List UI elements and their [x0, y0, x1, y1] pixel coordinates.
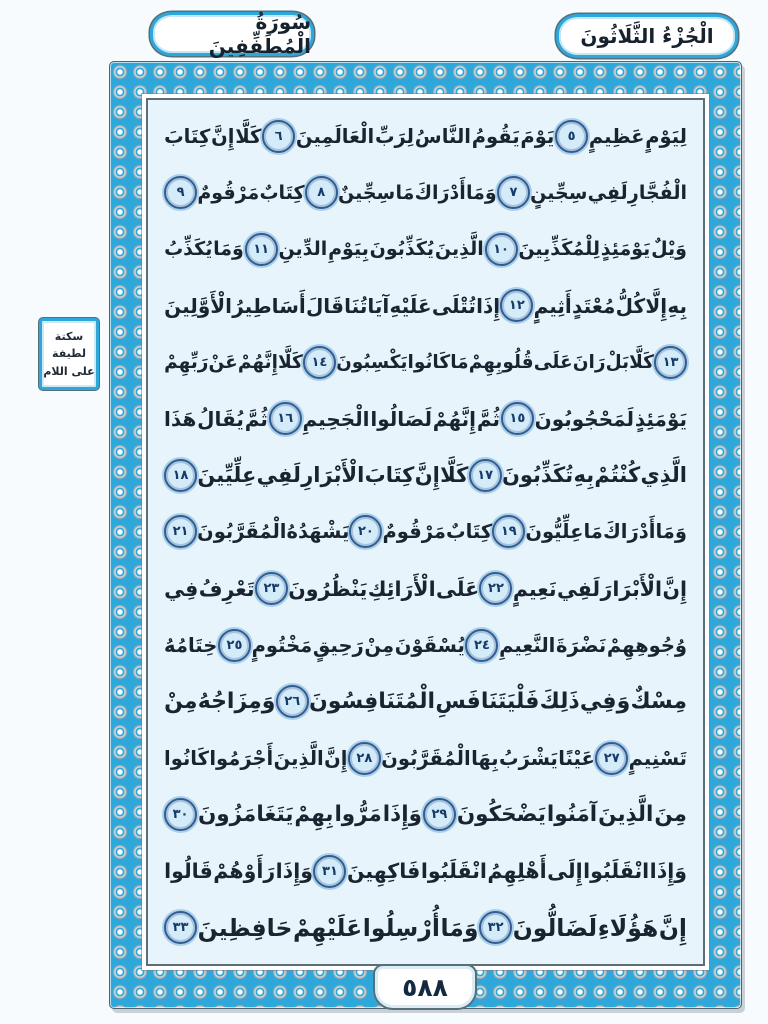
verse-end-marker: ٢٤	[465, 629, 498, 662]
surah-title: سُورَةُ الْمُطَفِّفِينَ	[208, 10, 311, 58]
quran-word: إِنَّ	[414, 463, 440, 488]
quran-word: الْفُجَّارِ	[627, 181, 687, 204]
quran-word: انْقَلَبُوا	[420, 859, 487, 884]
quran-word: حَافِظِينَ	[197, 913, 293, 942]
quran-word: لَمَحْجُوبُونَ	[534, 406, 635, 431]
quran-word: فَلْيَتَنَافَسِ	[435, 689, 540, 715]
quran-word: تُتْلَى	[431, 293, 476, 318]
quran-word: وَمَا	[465, 181, 497, 204]
verse-end-marker: ١٠	[485, 233, 518, 266]
quran-word: لَفِي	[587, 181, 628, 204]
quran-word: إِنَّ	[662, 576, 687, 601]
verse-end-marker: ٢٧	[595, 742, 628, 775]
pause-note-line1: سكتة لطيفة	[52, 329, 86, 361]
quran-word: كَلَّا	[235, 124, 262, 148]
verse-end-marker: ٧	[497, 176, 530, 209]
quran-word: يُقَالُ	[197, 406, 244, 431]
verse-end-marker: ١٧	[469, 459, 502, 492]
quran-word: مَرْقُومٌ	[382, 520, 446, 544]
quran-word: مِسْكٌ	[630, 689, 687, 715]
quran-word: مَا	[583, 520, 603, 544]
quran-word: يَتَغَامَزُونَ	[197, 802, 294, 828]
quran-line	[160, 786, 691, 843]
quran-word: إِلَى	[547, 859, 583, 884]
quran-word: كَلَّا	[440, 463, 469, 488]
verse-end-marker: ١٨	[164, 459, 197, 492]
quran-word: يَشْرَبُ	[498, 746, 558, 770]
quran-word: عَنْ	[208, 351, 238, 373]
quran-word: سِجِّينٍ	[530, 181, 588, 204]
quran-word: أَهْلِهِمُ	[487, 859, 547, 884]
quran-word: وَإِذَا	[275, 859, 313, 884]
quran-word: قَالَ	[305, 293, 344, 318]
quran-word: إِذَا	[476, 293, 501, 318]
quran-line	[160, 730, 691, 787]
decorative-border-frame	[109, 61, 742, 1009]
quran-word: النَّاسُ	[414, 124, 471, 148]
quran-text-block	[160, 108, 691, 956]
quran-word: كُنْتُمْ	[594, 463, 641, 488]
quran-word: وَإِذَا	[649, 859, 687, 884]
quran-word: هَذَا	[164, 406, 197, 431]
quran-word: أَجْرَمُوا	[209, 746, 274, 770]
quran-word: مُعْتَدٍ	[572, 293, 616, 318]
verse-end-marker: ٢٥	[218, 629, 251, 662]
quran-word: لِلْمُكَذِّبِينَ	[518, 238, 600, 261]
quran-word: عَلَى	[435, 576, 480, 601]
quran-word: قُلُوبِهِمْ	[468, 351, 534, 373]
juz-title: الْجُزْءُ الثَّلَاثُونَ	[580, 24, 714, 48]
quran-word: مَا	[395, 181, 415, 204]
quran-word: الْمُتَنَافِسُونَ	[308, 689, 436, 715]
quran-word: مَخْتُومٍ	[251, 633, 313, 657]
quran-word: ذَلِكَ	[539, 689, 580, 715]
quran-word: قَالُوا	[164, 859, 213, 884]
quran-line	[160, 221, 691, 278]
quran-line	[160, 334, 691, 391]
quran-word: كُلُّ	[615, 293, 646, 318]
quran-word: لَصَالُوا	[370, 406, 432, 431]
quran-word: كِتَابٌ	[259, 181, 305, 204]
verse-end-marker: ١٦	[269, 402, 302, 435]
verse-end-marker: ٣٢	[479, 911, 512, 944]
quran-word: إِنَّ	[211, 124, 235, 148]
quran-line	[160, 165, 691, 222]
quran-word: الدِّينِ	[278, 238, 328, 261]
quran-word: يَنْظُرُونَ	[288, 576, 368, 601]
quran-word: مِنَ	[654, 802, 687, 828]
verse-end-marker: ٢٣	[255, 572, 288, 605]
quran-word: بِهَا	[471, 746, 499, 770]
quran-word: رَحِيقٍ	[312, 633, 364, 657]
verse-end-marker: ٢٦	[276, 685, 309, 718]
verse-end-marker: ٣١	[313, 855, 346, 888]
quran-word: هَؤُلَاءِ	[597, 913, 659, 942]
quran-word: تَعْرِفُ	[198, 576, 255, 601]
quran-word: مَرُّوا	[334, 802, 382, 828]
quran-word: وَفِي	[579, 689, 631, 715]
quran-word: أُرْسِلُوا	[362, 913, 440, 942]
pause-margin-note	[39, 318, 99, 390]
quran-word: لِرَبِّ	[374, 124, 414, 148]
quran-word: وَيْلٌ	[651, 238, 687, 261]
quran-word: كِتَابَ	[164, 124, 211, 148]
quran-word: رَأَوْهُمْ	[213, 859, 276, 884]
quran-word: أَسَاطِيرُ	[232, 293, 306, 318]
verse-end-marker: ١٤	[303, 346, 336, 379]
quran-word: وَمَا	[655, 520, 687, 544]
verse-end-marker: ١٣	[654, 346, 687, 379]
quran-word: نَعِيمٍ	[512, 576, 557, 601]
pause-note-line2: على اللام	[43, 364, 95, 378]
quran-word: عِلِّيُّونَ	[525, 520, 584, 544]
verse-end-marker: ٢١	[164, 515, 197, 548]
quran-word: وَمَا	[213, 238, 244, 261]
verse-end-marker: ١٩	[492, 515, 525, 548]
quran-word: مَا	[450, 351, 469, 373]
quran-line	[160, 504, 691, 561]
quran-word: كَلَّا	[629, 351, 654, 373]
quran-word: خِتَامُهُ	[164, 633, 218, 657]
quran-word: نَضْرَةَ	[556, 633, 607, 657]
quran-word: الَّذِينَ	[434, 238, 484, 261]
quran-word: عَلَى	[533, 351, 573, 373]
quran-word: يَكْسِبُونَ	[335, 351, 408, 373]
quran-word: يَوْمَئِذٍ	[600, 238, 651, 261]
verse-end-marker: ٩	[164, 176, 197, 209]
quran-word: كَانُوا	[164, 746, 209, 770]
quran-word: الَّذِينَ	[273, 746, 324, 770]
quran-word: يُكَذِّبُونَ	[369, 238, 435, 261]
quran-word: يَشْهَدُهُ	[286, 520, 350, 544]
quran-word: الْعَالَمِينَ	[295, 124, 375, 148]
quran-line	[160, 617, 691, 674]
quran-word: لَضَالُّونَ	[512, 913, 598, 942]
quran-word: الَّذِي	[640, 463, 687, 488]
quran-word: أَدْرَاكَ	[602, 520, 656, 544]
quran-word: عَيْنًا	[558, 746, 595, 770]
verse-end-marker: ٣٠	[164, 798, 197, 831]
quran-word: إِنَّ	[324, 746, 348, 770]
quran-word: الْأَرَائِكِ	[367, 576, 436, 601]
verse-end-marker: ١١	[245, 233, 278, 266]
quran-line	[160, 447, 691, 504]
verse-end-marker: ١٢	[500, 289, 533, 322]
quran-word: لَفِي	[256, 463, 301, 488]
quran-word: رَبِّهِمْ	[164, 351, 209, 373]
quran-word: عَلَيْهِ	[389, 293, 432, 318]
quran-word: عَظِيمٍ	[588, 124, 645, 148]
quran-word: لِيَوْمٍ	[645, 124, 687, 148]
verse-end-marker: ٣٣	[164, 911, 197, 944]
quran-line	[160, 899, 691, 956]
quran-word: أَدْرَاكَ	[414, 181, 466, 204]
quran-word: النَّعِيمِ	[499, 633, 556, 657]
verse-end-marker: ٢٩	[423, 798, 456, 831]
quran-word: ثُمَّ	[476, 406, 501, 431]
quran-line	[160, 391, 691, 448]
verse-end-marker: ٢٨	[348, 742, 381, 775]
quran-line	[160, 560, 691, 617]
surah-header-tab	[150, 12, 314, 56]
page-number: ٥٨٨	[402, 972, 448, 1002]
quran-word: آيَاتُنَا	[344, 293, 390, 318]
page-body	[146, 98, 705, 966]
quran-word: يَوْمَئِذٍ	[634, 406, 687, 431]
quran-word: الْمُقَرَّبُونَ	[197, 520, 287, 544]
quran-word: سِجِّينٌ	[337, 181, 396, 204]
quran-word: يَقُومُ	[471, 124, 520, 148]
verse-end-marker: ٢٠	[349, 515, 382, 548]
quran-word: بِهِ	[667, 293, 687, 318]
quran-word: رَانَ	[572, 351, 606, 373]
quran-word: يَضْحَكُونَ	[456, 802, 546, 828]
verse-end-marker: ٢٢	[479, 572, 512, 605]
verse-end-marker: ٨	[305, 176, 338, 209]
quran-word: آمَنُوا	[546, 802, 598, 828]
quran-word: وَإِذَا	[382, 802, 422, 828]
quran-word: فَاكِهِينَ	[346, 859, 421, 884]
quran-word: أَثِيمٍ	[533, 293, 572, 318]
quran-word: كِتَابَ	[364, 463, 415, 488]
quran-word: وُجُوهِهِمْ	[606, 633, 687, 657]
quran-word: كَلَّا	[278, 351, 303, 373]
quran-word: الْمُقَرَّبُونَ	[381, 746, 471, 770]
quran-word: تُكَذِّبُونَ	[501, 463, 574, 488]
quran-word: مَرْقُومٌ	[197, 181, 260, 204]
quran-word: وَمَا	[440, 913, 479, 942]
quran-word: إِنَّهُمْ	[237, 351, 278, 373]
quran-word: كِتَابٌ	[446, 520, 493, 544]
quran-word: عِلِّيِّينَ	[197, 463, 257, 488]
quran-word: الْأَبْرَارِ	[301, 463, 365, 488]
quran-word: انْقَلَبُوا	[583, 859, 650, 884]
quran-word: يُسْقَوْنَ	[394, 633, 465, 657]
quran-line	[160, 673, 691, 730]
quran-word: فِي	[164, 576, 199, 601]
quran-word: لَفِي	[556, 576, 601, 601]
quran-word: عَلَيْهِمْ	[293, 913, 363, 942]
quran-word: الَّذِينَ	[598, 802, 654, 828]
quran-line	[160, 108, 691, 165]
quran-word: إِنَّ	[658, 913, 687, 942]
juz-header-tab	[556, 14, 738, 58]
quran-word: بِهِ	[573, 463, 595, 488]
quran-word: بَلْ	[605, 351, 630, 373]
quran-word: وَمِزَاجُهُ	[197, 689, 276, 715]
quran-line	[160, 278, 691, 335]
quran-word: بِيَوْمِ	[328, 238, 369, 261]
verse-end-marker: ١٥	[501, 402, 534, 435]
quran-word: إِنَّهُمْ	[432, 406, 477, 431]
verse-end-marker: ٦	[262, 120, 295, 153]
quran-line	[160, 843, 691, 900]
quran-word: مِنْ	[364, 633, 395, 657]
quran-word: كَانُوا	[407, 351, 451, 373]
quran-word: الْجَحِيمِ	[302, 406, 370, 431]
quran-word: يُكَذِّبُ	[164, 238, 213, 261]
page-number-tab	[373, 964, 477, 1010]
quran-word: تَسْنِيمٍ	[628, 746, 687, 770]
verse-end-marker: ٥	[555, 120, 588, 153]
quran-word: ثُمَّ	[244, 406, 268, 431]
quran-word: الْأَبْرَارَ	[600, 576, 663, 601]
quran-word: بِهِمْ	[294, 802, 334, 828]
quran-word: يَوْمَ	[520, 124, 555, 148]
quran-word: إِلَّا	[645, 293, 668, 318]
quran-word: الْأَوَّلِينَ	[164, 293, 232, 318]
quran-word: مِنْ	[164, 689, 198, 715]
